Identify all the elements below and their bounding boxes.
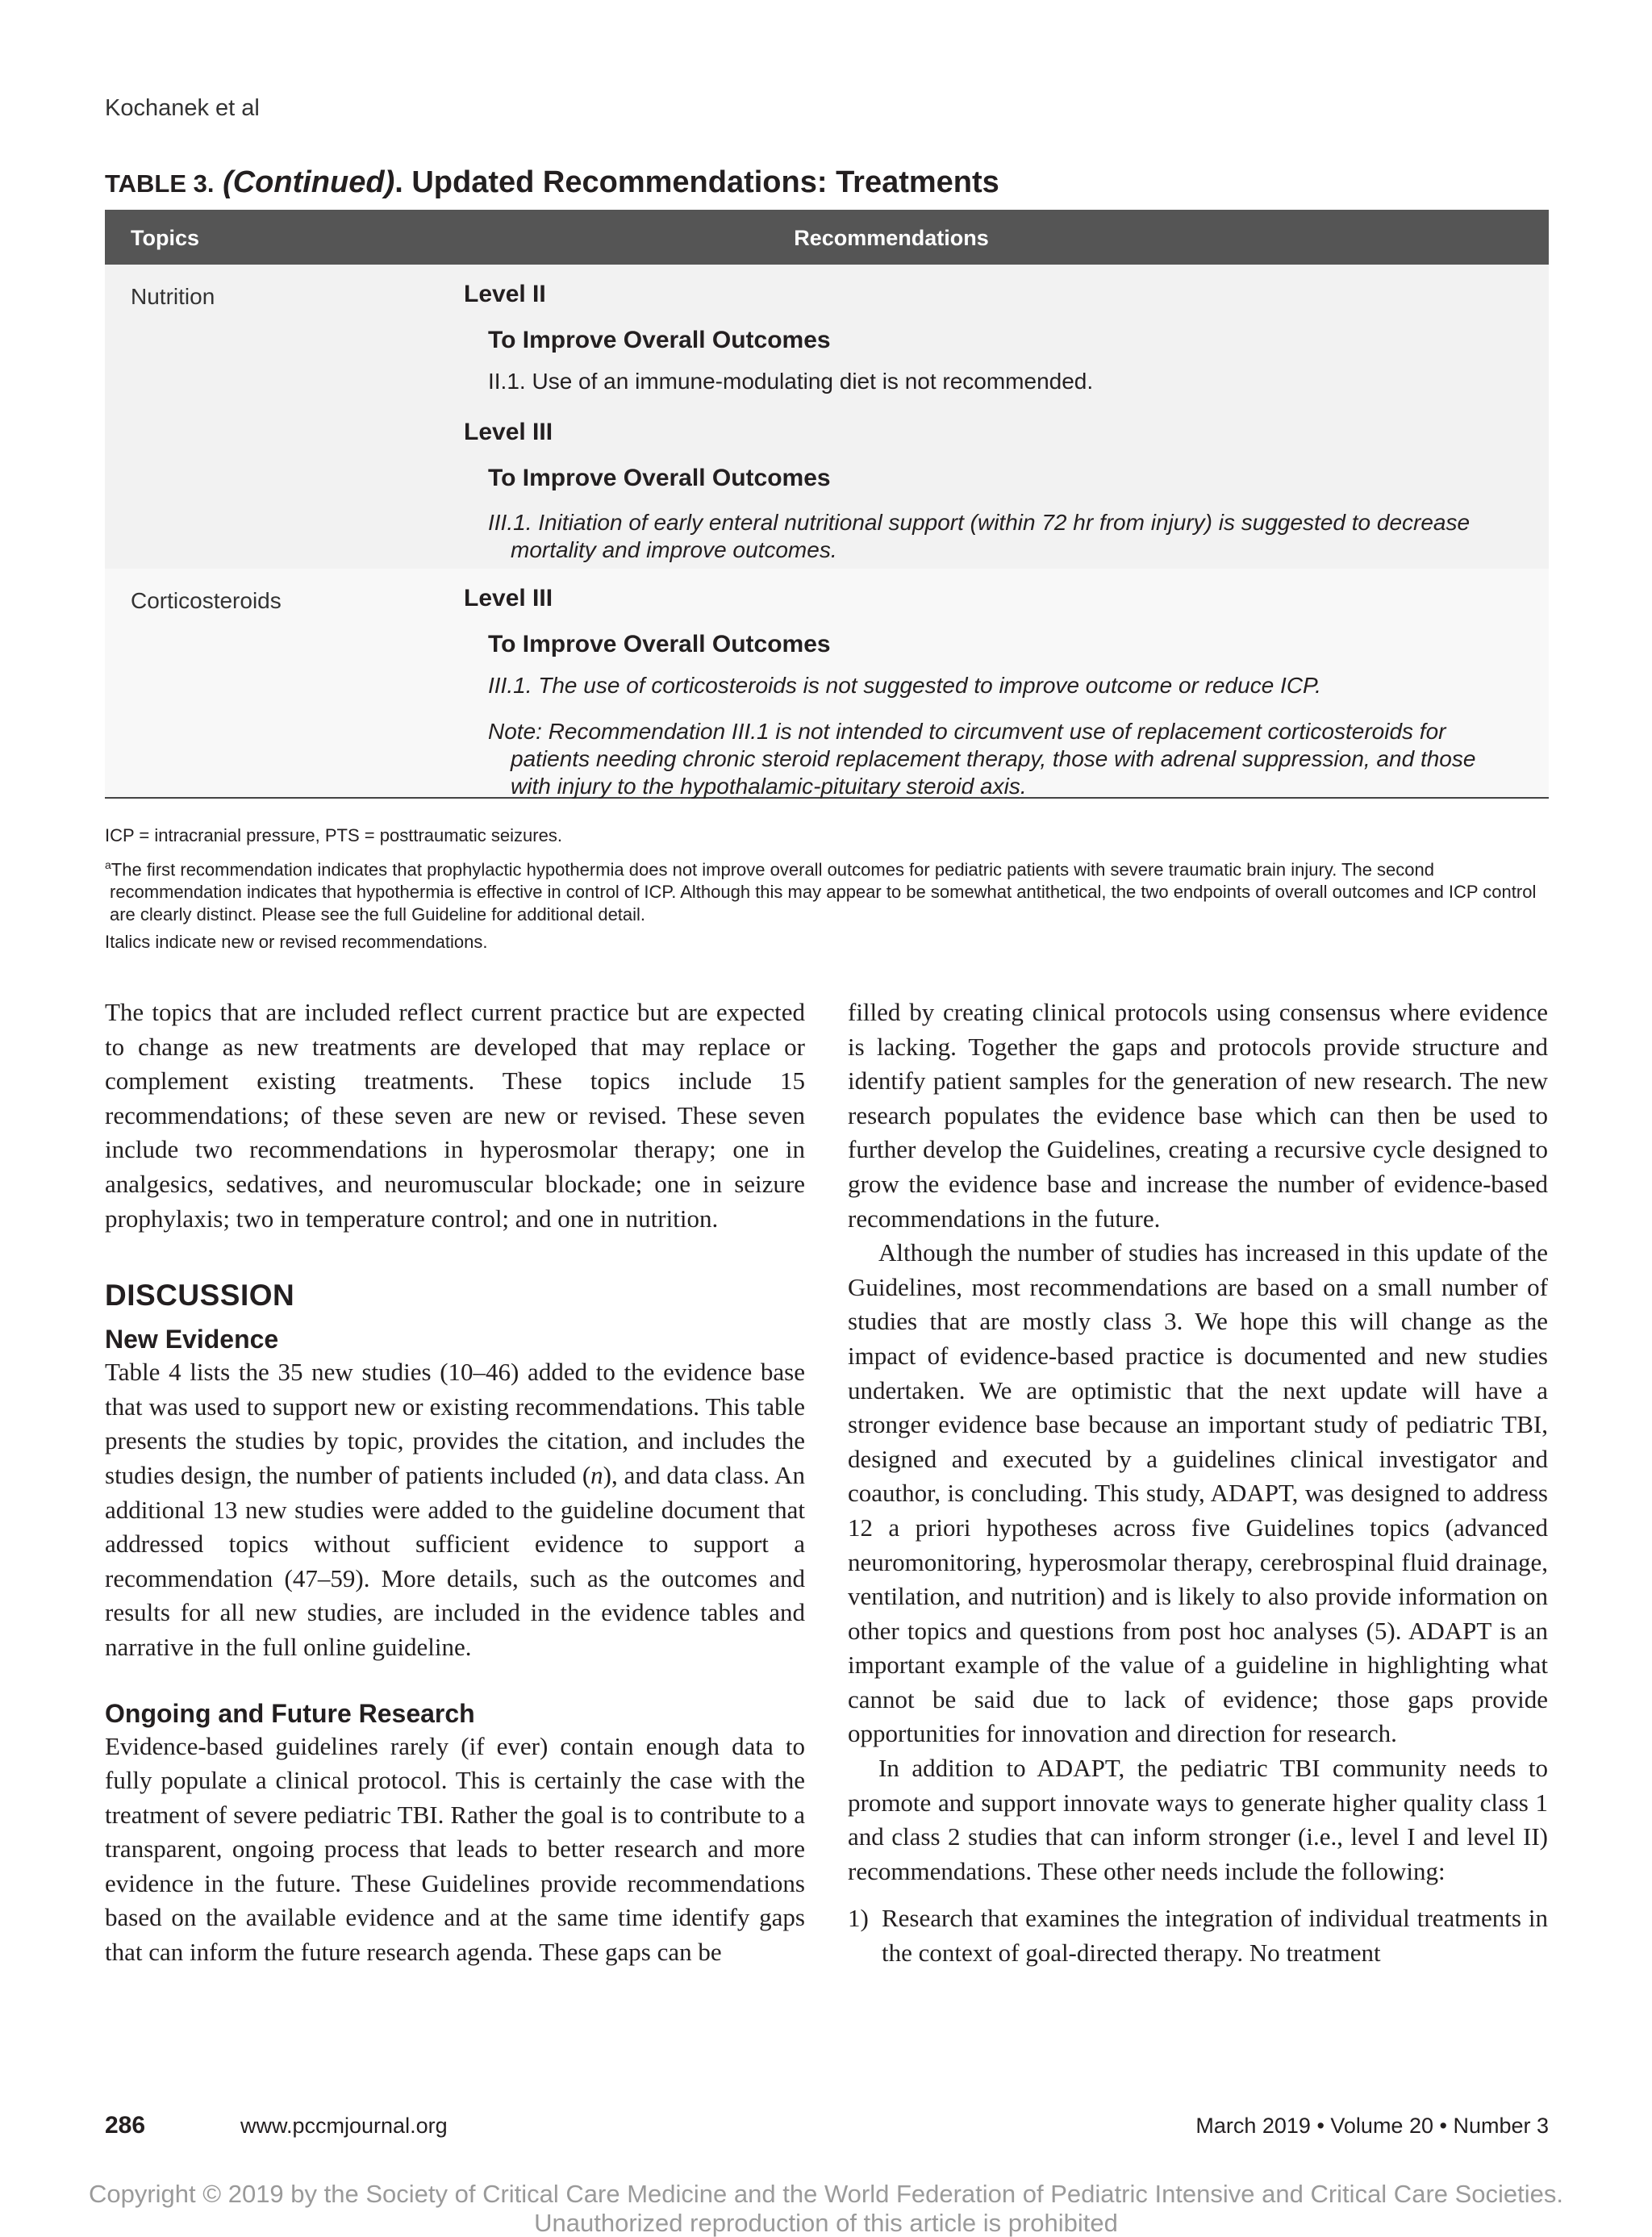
footnote-italics: Italics indicate new or revised recommendations.	[105, 932, 488, 953]
section-heading-discussion: DISCUSSION	[105, 1279, 295, 1313]
paragraph-text: ), and data class. An additional 13 new studies were added to the guideline document that addressed topics without sufficient evidence to support a recommendation (47–59). More details, such as the outcomes and results for all new studies, are included in the evidence tables and narrative in the full online guideline.	[105, 1460, 805, 1661]
list-item	[848, 1901, 1548, 1970]
copyright-line: Copyright © 2019 by the Society of Critical Care Medicine and the World Federation of Pediatric Intensive and Critical Care Societies.	[88, 2180, 1564, 2208]
body-paragraph: Evidence-based guidelines rarely (if ever) contain enough data to fully populate a clinical protocol. This is certainly the case with the treatment of severe pediatric TBI. Rather the goal is to contribute to a transparent, ongoing process that leads to better research and more evidence in the future. These Guidelines provide recommendations based on the available evidence and at the same time identify gaps that can inform the future research agenda. These gaps can be	[105, 1731, 805, 1967]
level-label: Level II	[464, 281, 546, 307]
recommendations-table	[105, 210, 1549, 799]
right-column	[848, 995, 1548, 1971]
journal-url: www.pccmjournal.org	[240, 2114, 448, 2138]
table-caption	[105, 165, 1549, 200]
footnote-abbreviations: ICP = intracranial pressure, PTS = posttraumatic seizures.	[105, 825, 562, 845]
goal-label: To Improve Overall Outcomes	[488, 631, 831, 657]
table-row-nutrition	[105, 265, 1549, 569]
copyright-notice: Unauthorized reproduction of this article is prohibited	[534, 2209, 1118, 2237]
topic-corticosteroids: Corticosteroids	[131, 588, 282, 613]
issue-info: March 2019 • Volume 20 • Number 3	[1195, 2114, 1549, 2138]
subheading-new-evidence: New Evidence	[105, 1325, 279, 1354]
table-caption-title: . Updated Recommendations: Treatments	[394, 165, 999, 199]
recommendation-text: III.1. The use of corticosteroids is not suggested to improve outcome or reduce ICP.	[488, 673, 1321, 698]
level-label: Level III	[464, 419, 553, 445]
left-column	[105, 995, 805, 1970]
list-text: Research that examines the integration of individual treatments in the context of goal-directed therapy. No treatment	[882, 1904, 1548, 1968]
list-number: 1)	[848, 1904, 869, 1933]
recommendation-text: II.1. Use of an immune-modulating diet is not recommended.	[488, 369, 1094, 394]
table-header-row	[105, 210, 1549, 265]
body-paragraph	[105, 1355, 805, 1664]
table-caption-continued: (Continued)	[223, 165, 395, 199]
table-row-corticosteroids	[105, 569, 1549, 797]
footnote-a-mark: a	[105, 858, 111, 871]
table-footnotes	[105, 824, 1549, 958]
header-topics: Topics	[131, 226, 200, 250]
paragraph-text: Table 4 lists the 35 new studies (10–46) added to the evidence base that was used to support new or existing recommendations. This table presents the studies by topic, provides the citation, and includes the studies design, the number of patients included (	[105, 1358, 805, 1489]
footnote-a	[105, 853, 1549, 926]
body-paragraph: Although the number of studies has increased in this update of the Guidelines, most recommendations are based on a small number of studies that are mostly class 3. We hope this will change as the impact of evidence-based practice is documented and new studies undertaken. We are optimistic that the next update will have a stronger evidence base because an important study of pediatric TBI, designed and executed by a guidelines clinical investigator and coauthor, is concluding. This study, ADAPT, was designed to address 12 a priori hypotheses across five Guidelines topics (advanced neuromonitoring, hyperosmolar therapy, cerebrospinal fluid drainage, ventilation, and nutrition) and is likely to also provide information on other topics and questions from post hoc analyses (5). ADAPT is an important example of the value of a guideline in highlighting what cannot be said due to lack of evidence; those gaps provide opportunities for innovation and direction for research.	[848, 1238, 1548, 1748]
header-recommendations: Recommendations	[794, 226, 989, 250]
goal-label: To Improve Overall Outcomes	[488, 327, 831, 353]
body-paragraph: In addition to ADAPT, the pediatric TBI community needs to promote and support innovate ways to generate higher quality class 1 and class 2 studies that can inform stronger (i.e., level I and level II) recommendations. These other needs include the following:	[848, 1754, 1548, 1885]
topic-nutrition: Nutrition	[131, 284, 215, 309]
paragraph-italic: n	[590, 1460, 603, 1489]
table-caption-lead: TABLE 3.	[105, 169, 215, 198]
level-label: Level III	[464, 585, 553, 611]
subheading-ongoing-research: Ongoing and Future Research	[105, 1698, 475, 1728]
body-paragraph: filled by creating clinical protocols using consensus where evidence is lacking. Together the gaps and protocols provide structure and identify patient samples for the generation of new research. The new research populates the evidence base which can then be used to further develop the Guidelines, creating a recursive cycle designed to grow the evidence base and increase the number of evidence-based recommendations in the future.	[848, 998, 1548, 1233]
footnote-a-text: The first recommendation indicates that prophylactic hypothermia does not improve overall outcomes for pediatric patients with severe traumatic brain injury. The second recommendation indicates that hypothermia is effective in control of ICP. Although this may appear to be somewhat antithetical, the two endpoints of overall outcomes and ICP control are clearly distinct. Please see the full Guideline for additional detail.	[110, 859, 1537, 925]
recommendation-text: III.1. Initiation of early enteral nutritional support (within 72 hr from injury) is suggested to decrease mortality and improve outcomes.	[488, 510, 1471, 562]
recommendation-note: Note: Recommendation III.1 is not intended to circumvent use of replacement corticosteroids for patients needing chronic steroid replacement therapy, those with adrenal suppression, and those with injury to the hypothalamic-pituitary steroid axis.	[488, 719, 1476, 799]
body-paragraph: The topics that are included reflect current practice but are expected to change as new treatments are developed that may replace or complement existing treatments. These topics include 15 recommendations; of these seven are new or revised. These seven include two recommendations in hyperosmolar therapy; one in analgesics, sedatives, and neuromuscular blockade; one in seizure prophylaxis; two in temperature control; and one in nutrition.	[105, 998, 805, 1233]
page-number: 286	[105, 2112, 146, 2139]
goal-label: To Improve Overall Outcomes	[488, 465, 831, 491]
running-head: Kochanek et al	[105, 95, 260, 121]
